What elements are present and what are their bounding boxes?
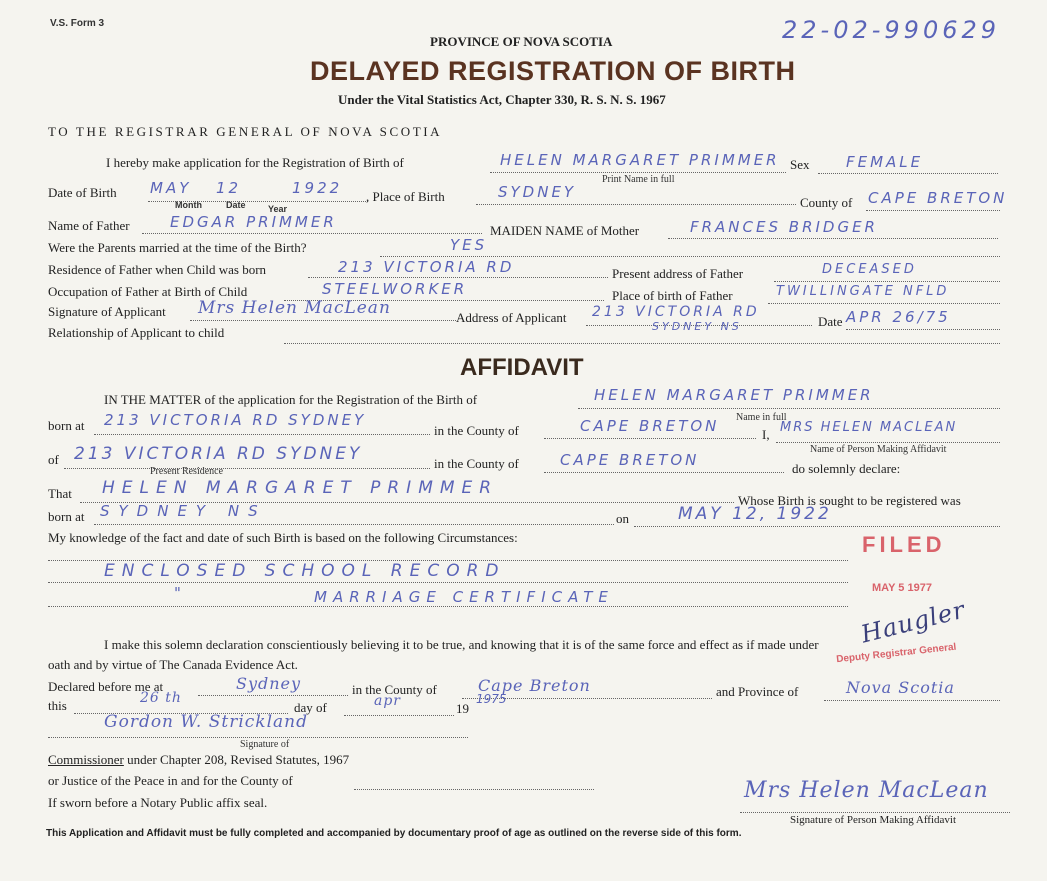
in-county-label-2: in the County of <box>434 456 519 471</box>
dob-year-field[interactable]: 1922 <box>292 179 343 197</box>
name-in-full-label: Name in full <box>736 412 787 423</box>
signature-applicant-label: Signature of Applicant <box>48 304 166 319</box>
province-heading: PROVINCE OF NOVA SCOTIA <box>430 34 613 49</box>
intro-label: I hereby make application for the Registration of Birth of <box>106 155 404 170</box>
dob-day-field[interactable]: 12 <box>216 179 242 197</box>
declaration-line-1: I make this solemn declaration conscientiously believing it to be true, and knowing that it is of the same force and effect as if made under <box>104 637 819 652</box>
present-address-field[interactable]: DECEASED <box>822 262 917 277</box>
commissioner-word: Commissioner <box>48 752 124 767</box>
in-county-label: in the County of <box>434 423 519 438</box>
filed-date-stamp: MAY 5 1977 <box>872 582 932 594</box>
father-name-field[interactable]: EDGAR PRIMMER <box>170 213 337 231</box>
day-of-label: day of <box>294 700 327 715</box>
signature-of-label: Signature of <box>240 739 290 750</box>
commissioner-line <box>48 752 349 768</box>
notary-label: If sworn before a Notary Public affix seal. <box>48 795 268 810</box>
form-number: V.S. Form 3 <box>50 18 105 29</box>
married-label: Were the Parents married at the time of the Birth? <box>48 240 307 255</box>
residence-field[interactable]: 213 VICTORIA RD <box>338 258 515 276</box>
father-birthplace-field[interactable]: TWILLINGATE NFLD <box>776 284 950 299</box>
commissioner-signature: Gordon W. Strickland <box>104 712 308 732</box>
applicant-address-line2: SYDNEY NS <box>652 320 742 333</box>
residence-affidavit-field[interactable]: 213 VICTORIA RD SYDNEY <box>74 444 363 464</box>
justice-label: or Justice of the Peace in and for the County of <box>48 773 293 788</box>
occupation-field[interactable]: STEELWORKER <box>322 280 468 298</box>
born-at-field[interactable]: 213 VICTORIA RD SYDNEY <box>104 411 367 429</box>
mother-name-field[interactable]: FRANCES BRIDGER <box>690 218 878 236</box>
affidavit-county-field-2[interactable]: CAPE BRETON <box>560 451 700 469</box>
born-at-field-2[interactable]: SYDNEY NS <box>100 502 267 520</box>
whose-birth-label: Whose Birth is sought to be registered was <box>738 493 961 508</box>
this-label: this <box>48 698 67 713</box>
month-label: Month <box>175 200 202 210</box>
father-birthplace-label: Place of birth of Father <box>612 288 733 303</box>
registrar-title-stamp: Deputy Registrar General <box>835 641 957 666</box>
year-field[interactable]: 1975 <box>476 692 507 706</box>
father-label: Name of Father <box>48 218 130 233</box>
declared-label: Declared before me at <box>48 679 164 694</box>
footer-note: This Application and Affidavit must be fully completed and accompanied by documentary proof of age as outlined on the reverse side of this form. <box>46 828 742 839</box>
registrar-signature: Haugler <box>858 595 969 649</box>
knowledge-label: My knowledge of the fact and date of such Birth is based on the following Circumstances: <box>48 530 518 545</box>
circumstance-1-field[interactable]: ENCLOSED SCHOOL RECORD <box>104 561 506 581</box>
matter-label: IN THE MATTER of the application for the Registration of the Birth of <box>104 392 478 407</box>
declared-at-field[interactable]: Sydney <box>236 674 302 693</box>
declare-label: do solemnly declare: <box>792 461 901 476</box>
date-label-2: Date <box>818 314 843 329</box>
filed-stamp: FILED <box>862 532 946 557</box>
child-name-field[interactable]: HELEN MARGARET PRIMMER <box>500 151 780 169</box>
affiant-name-field[interactable]: MRS HELEN MACLEAN <box>780 420 958 435</box>
circumstance-2-field[interactable]: MARRIAGE CERTIFICATE <box>314 588 614 606</box>
document-title: DELAYED REGISTRATION OF BIRTH <box>310 56 796 86</box>
application-date-field[interactable]: APR 26/75 <box>846 308 951 326</box>
relationship-label: Relationship of Applicant to child <box>48 325 225 340</box>
place-of-birth-field[interactable]: SYDNEY <box>498 183 577 201</box>
dob-label: Date of Birth <box>48 185 117 200</box>
year-label: Year <box>268 204 288 214</box>
born-at-label-2: born at <box>48 509 85 524</box>
occupation-label: Occupation of Father at Birth of Child <box>48 284 248 299</box>
province-label: and Province of <box>716 684 799 699</box>
applicant-signature[interactable]: Mrs Helen MacLean <box>198 298 391 318</box>
declaration-line-2: oath and by virtue of The Canada Evidence Act. <box>48 657 298 672</box>
declared-county-field[interactable]: Cape Breton <box>478 676 591 695</box>
sex-label: Sex <box>790 157 810 172</box>
county-label: County of <box>800 195 853 210</box>
year-prefix: 19 <box>456 701 469 716</box>
mother-label: MAIDEN NAME of Mother <box>490 223 640 238</box>
commissioner-rest: under Chapter 208, Revised Statutes, 1967 <box>123 752 350 767</box>
addressee: TO THE REGISTRAR GENERAL OF NOVA SCOTIA <box>48 124 443 139</box>
address-applicant-label: Address of Applicant <box>456 310 567 325</box>
present-residence-label: Present Residence <box>150 466 224 477</box>
residence-label: Residence of Father when Child was born <box>48 262 267 277</box>
affiant-signature-label: Signature of Person Making Affidavit <box>790 814 956 826</box>
present-address-label: Present address of Father <box>612 266 744 281</box>
of-label: of <box>48 452 59 467</box>
affiant-signature: Mrs Helen MacLean <box>744 778 989 803</box>
that-name-field[interactable]: HELEN MARGARET PRIMMER <box>102 478 499 498</box>
applicant-address-field[interactable]: 213 VICTORIA RD <box>592 304 760 320</box>
declared-province-field[interactable]: Nova Scotia <box>846 678 955 697</box>
affidavit-heading: AFFIDAVIT <box>460 354 584 381</box>
date-label: Date <box>226 200 246 210</box>
born-at-label: born at <box>48 418 85 433</box>
i-label: I, <box>762 427 770 442</box>
in-county-label-3: in the County of <box>352 682 437 697</box>
that-label: That <box>48 486 72 501</box>
place-of-birth-label: , Place of Birth <box>366 189 445 204</box>
registration-number: 22-02-990629 <box>782 16 1001 44</box>
document-subtitle: Under the Vital Statistics Act, Chapter 330, R. S. N. S. 1967 <box>338 92 666 107</box>
married-field[interactable]: YES <box>450 236 488 254</box>
county-field[interactable]: CAPE BRETON <box>868 189 1008 207</box>
on-label: on <box>616 511 629 526</box>
matter-name-field[interactable]: HELEN MARGARET PRIMMER <box>594 386 874 404</box>
month-field[interactable]: apr <box>374 693 402 709</box>
ditto-mark: " <box>174 584 184 602</box>
day-field[interactable]: 26 th <box>140 690 182 706</box>
affidavit-county-field[interactable]: CAPE BRETON <box>580 417 720 435</box>
print-name-label: Print Name in full <box>602 174 675 185</box>
sex-field[interactable]: FEMALE <box>846 153 924 171</box>
on-date-field[interactable]: MAY 12, 1922 <box>678 504 832 524</box>
person-making-affidavit-label: Name of Person Making Affidavit <box>810 444 947 455</box>
dob-month-field[interactable]: MAY <box>150 179 192 197</box>
